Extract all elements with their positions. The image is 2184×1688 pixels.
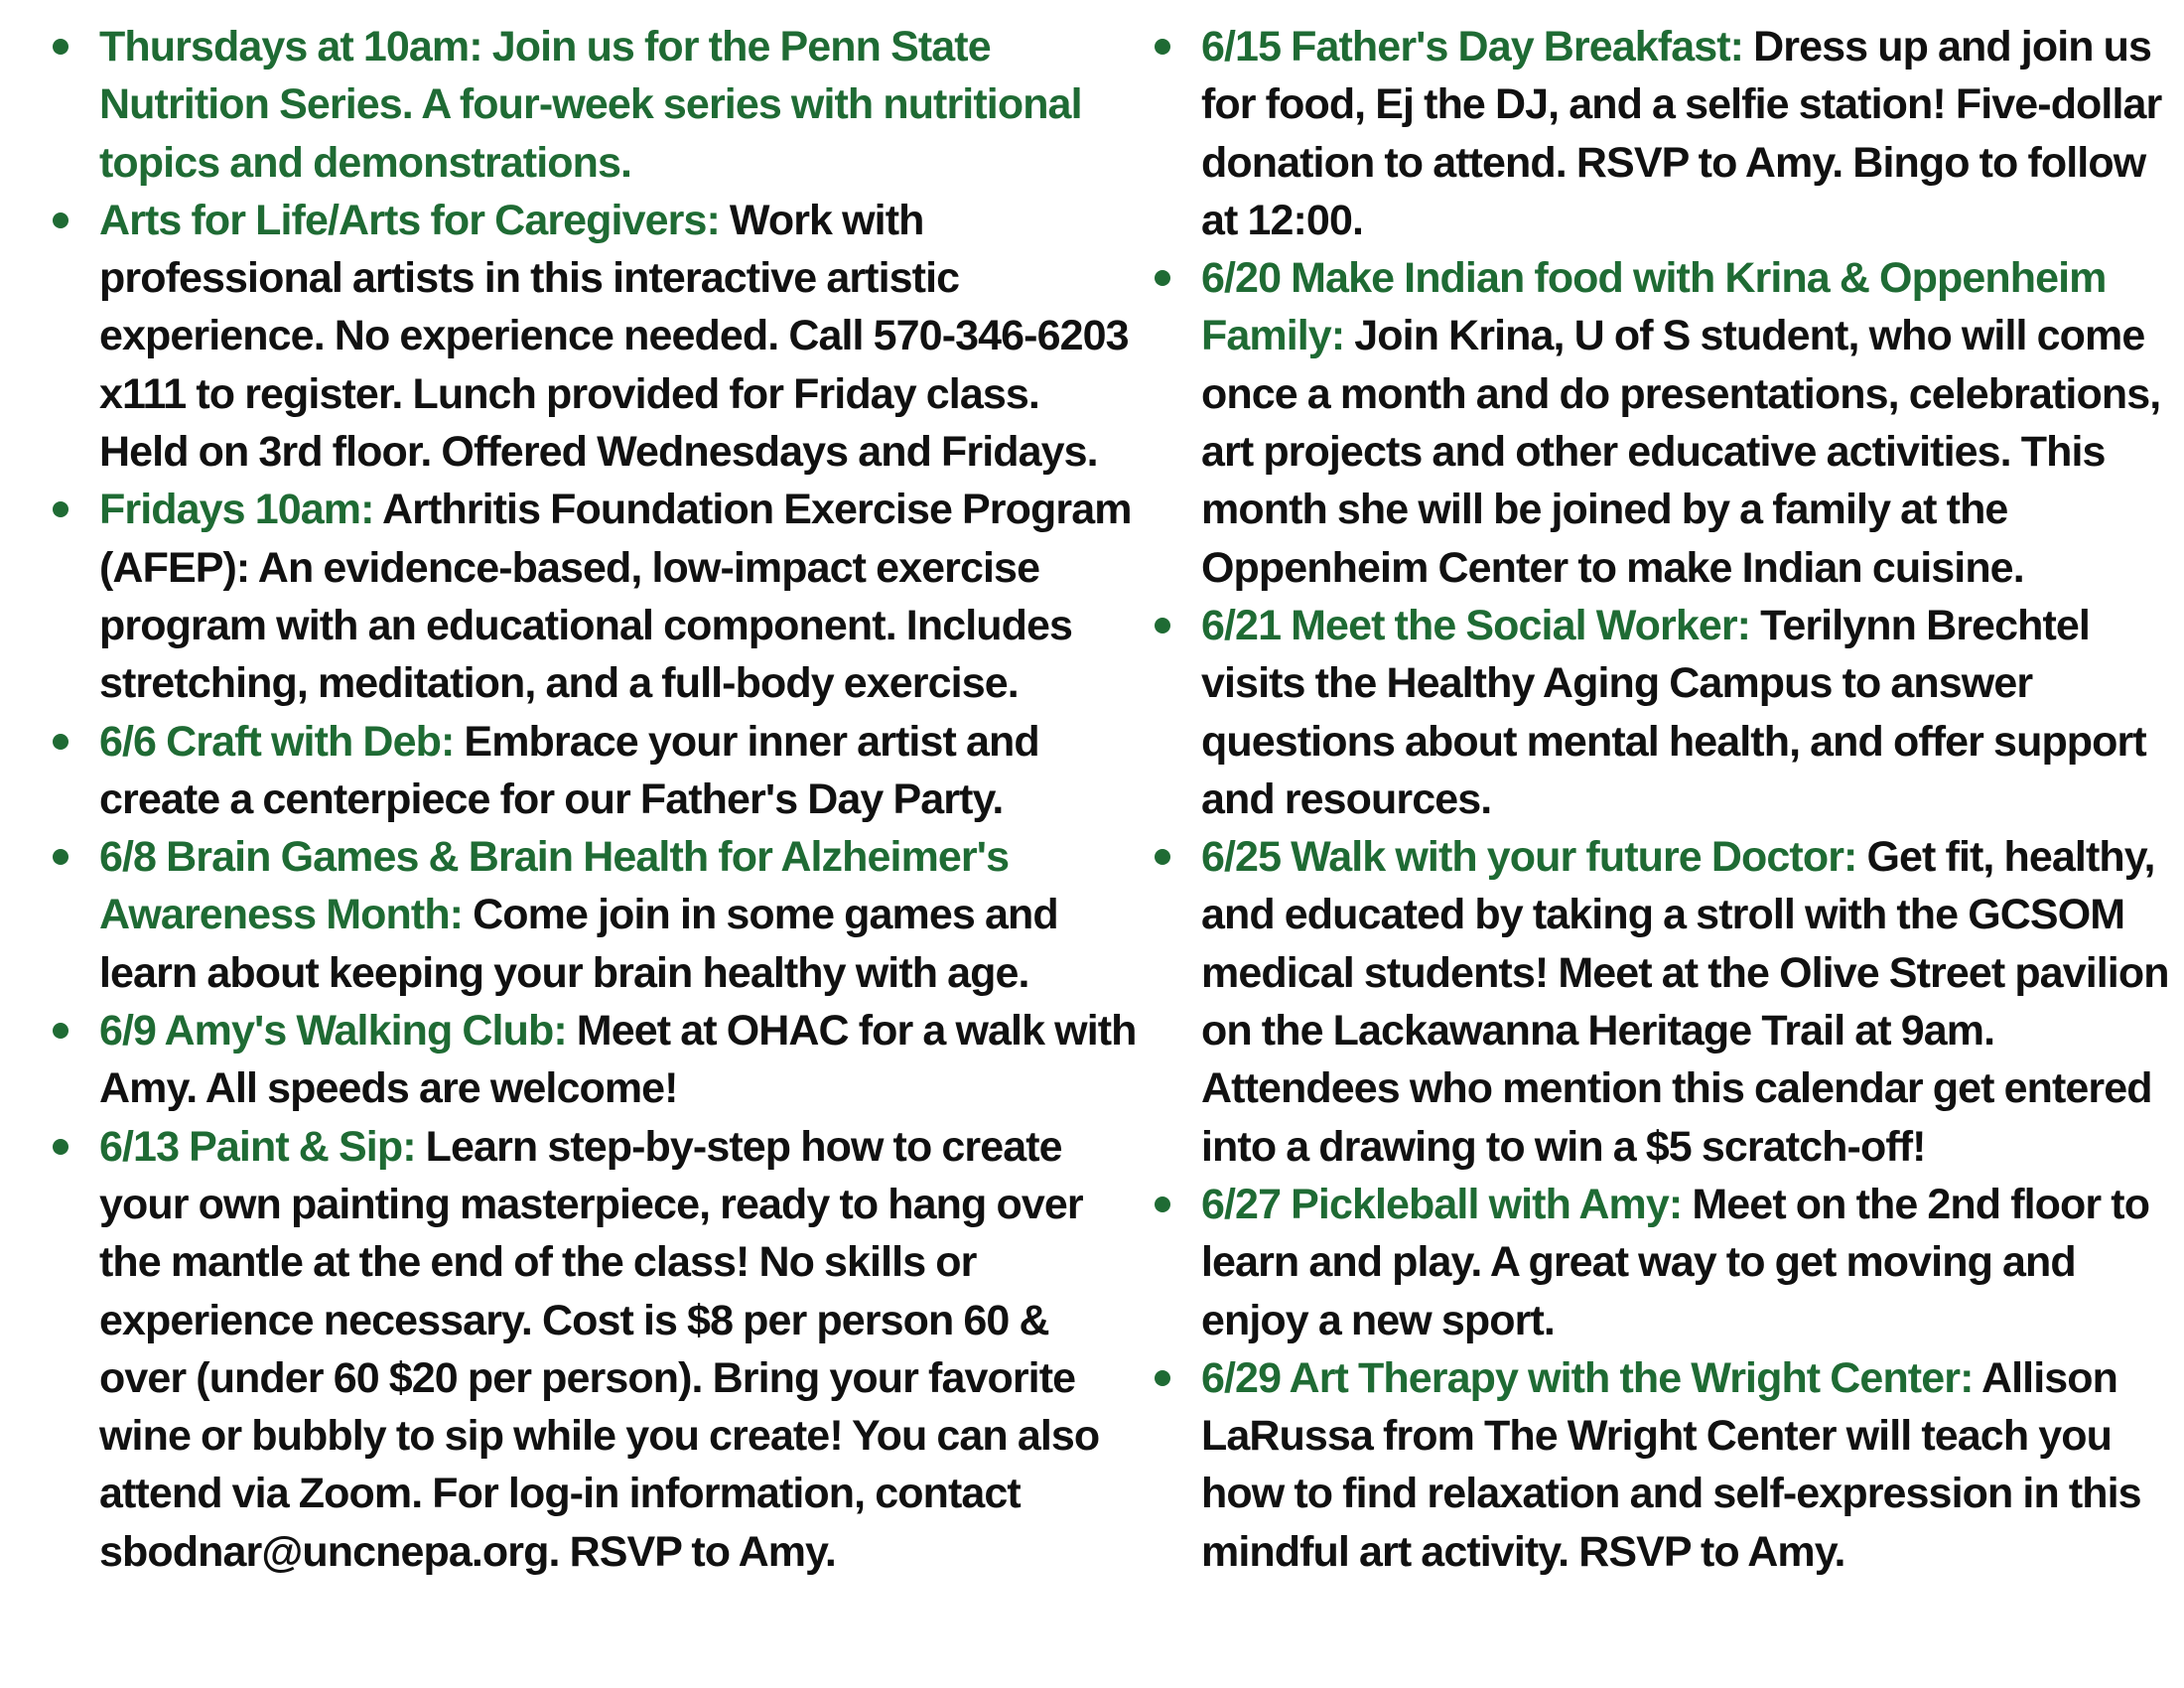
event-item [1147,828,2179,1176]
event-description: Get fit, healthy, and educated by taking a stroll with the GCSOM medical students! Meet at the Olive Street pavilion on the Lackawanna Heritage Trail at 9am. Attendees who mention this calendar get entered into a drawing to win a $5 scratch-off! [1201,833,2169,1171]
event-description: Come join in some games and learn about keeping your brain healthy with age. [99,891,1058,997]
event-heading: Thursdays at 10am: Join us for the Penn State Nutrition Series. A four-week series with nutritional topics and demonstrations. [99,23,1082,187]
bullet-icon [1155,1370,1170,1386]
event-description: Terilynn Brechtel visits the Healthy Aging Campus to answer questions about mental health, and offer support and resources. [1201,601,2146,823]
bullet-icon [1155,270,1170,286]
event-item [45,713,1137,829]
event-item [45,192,1137,481]
event-heading: 6/13 Paint & Sip: [99,1122,416,1171]
event-item [1147,1176,2179,1349]
event-heading: 6/27 Pickleball with Amy: [1201,1180,1683,1228]
event-description: Join Krina, U of S student, who will come once a month and do presentations, celebrations, art projects and other educative activities. This month she will be joined by a family at the Oppenheim Center to make Indian cuisine. [1201,312,2161,592]
event-heading: Arts for Life/Arts for Caregivers: [99,196,720,244]
event-item [45,828,1137,1002]
bullet-icon [1155,39,1170,55]
bullet-icon [53,39,68,55]
event-heading: Fridays 10am: [99,486,374,534]
bullet-icon [53,1139,68,1155]
event-item [1147,597,2179,828]
event-item [45,18,1137,192]
event-item [1147,18,2179,249]
event-item [45,481,1137,712]
bullet-icon [1155,849,1170,865]
bullet-icon [53,212,68,228]
event-item [45,1118,1137,1581]
bullet-icon [1155,1196,1170,1212]
event-description: Allison LaRussa from The Wright Center will teach you how to find relaxation and self-expression in this mindful art activity. RSVP to Amy. [1201,1353,2141,1576]
event-description: Dress up and join us for food, Ej the DJ, and a selfie station! Five-dollar donation to attend. RSVP to Amy. Bingo to follow at 12:00. [1201,23,2162,244]
right-event-column [1147,18,2179,1581]
event-description: Meet on the 2nd floor to learn and play. A great way to get moving and enjoy a new sport. [1201,1180,2150,1344]
event-item [45,1002,1137,1118]
event-description: Embrace your inner artist and create a centerpiece for our Father's Day Party. [99,717,1039,823]
event-heading: 6/25 Walk with your future Doctor: [1201,833,1857,882]
event-heading: 6/29 Art Therapy with the Wright Center: [1201,1353,1974,1402]
bullet-icon [53,734,68,750]
event-description: Arthritis Foundation Exercise Program (AFEP): An evidence-based, low-impact exercise program with an educational component. Includes stretching, meditation, and a full-body exercise. [99,486,1132,708]
event-heading: 6/9 Amy's Walking Club: [99,1007,567,1055]
left-event-column [45,18,1137,1581]
event-description: Learn step-by-step how to create your own painting masterpiece, ready to hang over the mantle at the end of the class! No skills or experience necessary. Cost is $8 per person 60 & over (under 60 $20 per person). Bring your favorite wine or bubbly to sip while you create! You can also attend via Zoom. For log-in information, contact sbodnar@uncnepa.org. RSVP to Amy. [99,1122,1100,1576]
event-heading: 6/8 Brain Games & Brain Health for Alzheimer's Awareness Month: [99,833,1010,939]
event-description: Work with professional artists in this interactive artistic experience. No experience needed. Call 570-346-6203 x111 to register. Lunch provided for Friday class. Held on 3rd floor. Offered Wednesdays and Fridays. [99,196,1129,477]
event-heading: 6/15 Father's Day Breakfast: [1201,23,1744,70]
event-heading: 6/6 Craft with Deb: [99,717,455,766]
bullet-icon [53,849,68,865]
event-description: Meet at OHAC for a walk with Amy. All speeds are welcome! [99,1007,1137,1113]
bullet-icon [53,501,68,517]
bullet-icon [53,1023,68,1039]
event-item [1147,1349,2179,1581]
event-heading: 6/21 Meet the Social Worker: [1201,601,1751,649]
event-item [1147,249,2179,597]
event-heading: 6/20 Make Indian food with Krina & Oppenheim Family: [1201,254,2107,360]
bullet-icon [1155,618,1170,633]
